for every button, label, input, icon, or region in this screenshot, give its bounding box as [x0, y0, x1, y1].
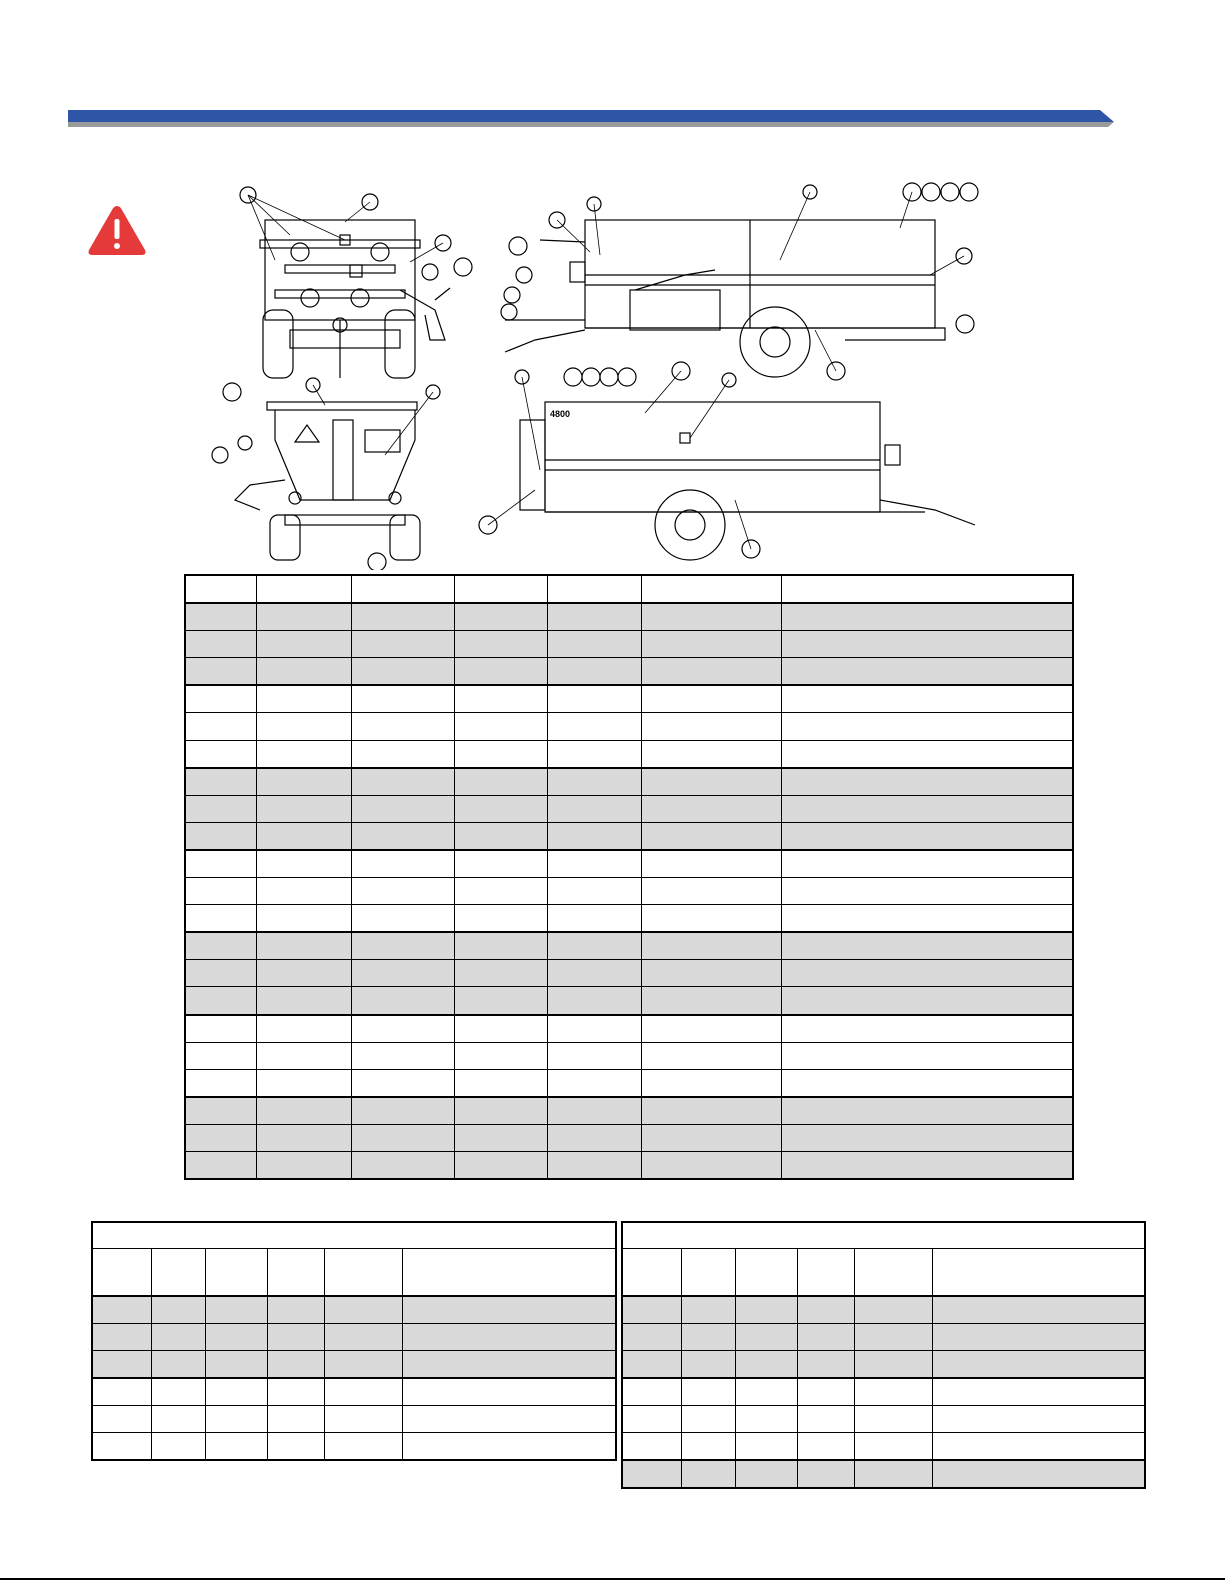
table-row — [622, 1296, 1145, 1324]
left-options-table — [91, 1221, 617, 1461]
table-title-row — [622, 1222, 1145, 1249]
right-options-table — [621, 1221, 1146, 1489]
table-row — [622, 1406, 1145, 1433]
header-banner — [68, 108, 1114, 128]
table-row — [92, 1296, 616, 1324]
table-row — [92, 1433, 616, 1461]
rear-view-drawing — [235, 402, 420, 560]
decal-location-drawings — [205, 180, 1005, 570]
model-badge-label: 4800 — [550, 409, 571, 419]
table-row — [622, 1378, 1145, 1406]
right-side-view-drawing — [505, 220, 945, 377]
table-row — [185, 1151, 1073, 1179]
table-row — [92, 1406, 616, 1433]
table-row — [622, 1460, 1145, 1488]
table-row — [185, 1069, 1073, 1097]
table-row — [185, 1042, 1073, 1069]
table-row — [622, 1351, 1145, 1379]
table-title-row — [92, 1222, 616, 1249]
decal-parts-table — [184, 574, 1074, 1180]
table-row — [185, 795, 1073, 822]
table-row — [185, 658, 1073, 686]
front-view-drawing — [260, 220, 450, 378]
table-row — [185, 932, 1073, 960]
left-side-view-drawing — [520, 402, 975, 560]
warning-triangle-icon — [86, 202, 148, 258]
table-row — [185, 850, 1073, 878]
table-row — [185, 878, 1073, 905]
table-row — [185, 905, 1073, 933]
table-row — [185, 685, 1073, 713]
table-row — [185, 768, 1073, 796]
table-row — [185, 1097, 1073, 1125]
table-row — [185, 960, 1073, 987]
table-row — [185, 987, 1073, 1015]
table-row — [185, 631, 1073, 658]
table-row — [185, 603, 1073, 631]
table-header-row — [185, 575, 1073, 603]
table-row — [92, 1324, 616, 1351]
table-row — [185, 1015, 1073, 1043]
page-bottom-rule — [0, 1578, 1225, 1580]
table-header-row — [92, 1249, 616, 1297]
table-row — [185, 1124, 1073, 1151]
table-row — [185, 822, 1073, 850]
table-row — [185, 713, 1073, 740]
table-header-row — [622, 1249, 1145, 1297]
table-row — [622, 1324, 1145, 1351]
leader-lines — [248, 192, 964, 549]
table-row — [185, 740, 1073, 768]
table-row — [92, 1351, 616, 1379]
table-row — [92, 1378, 616, 1406]
table-row — [622, 1433, 1145, 1461]
